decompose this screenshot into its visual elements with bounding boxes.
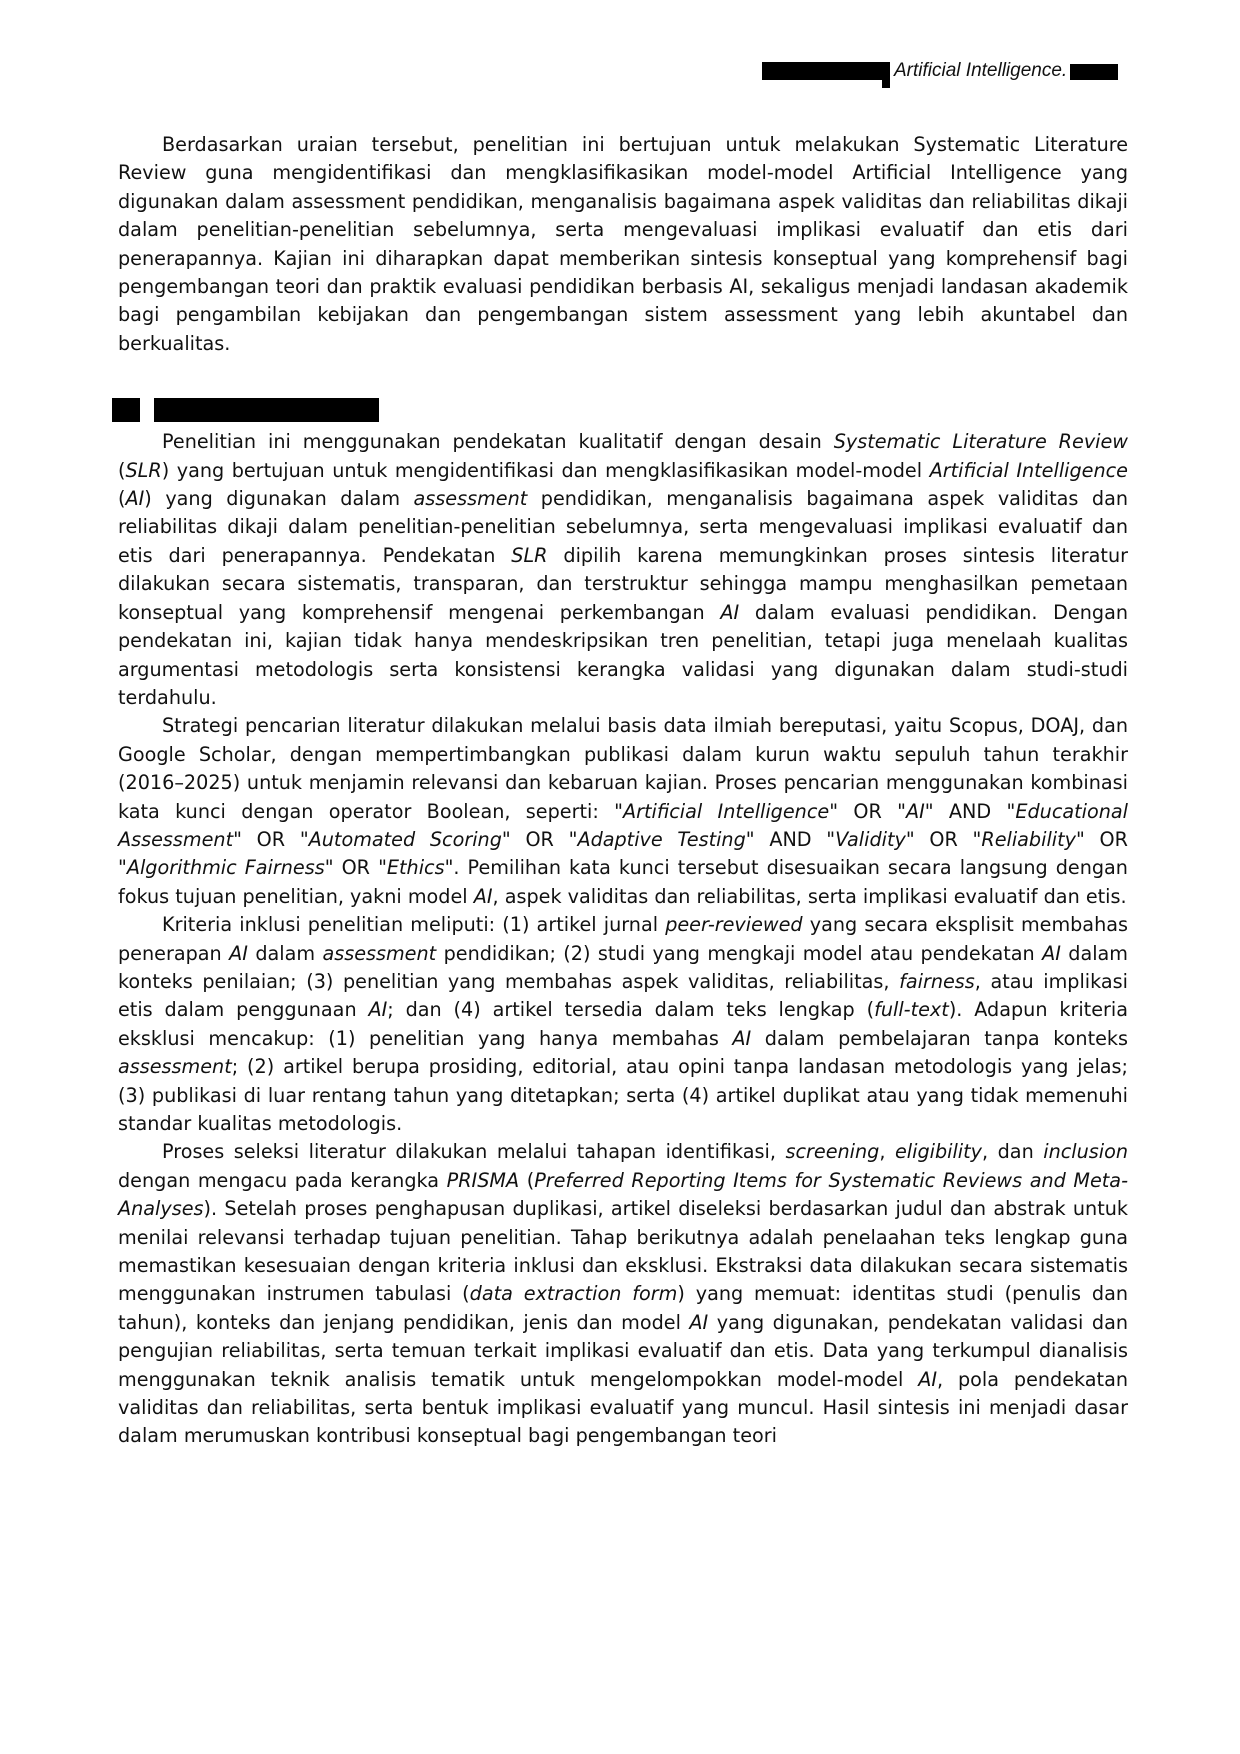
redacted-block [1070, 64, 1118, 80]
italic-term: Reliability [981, 827, 1076, 851]
italic-term: AI [473, 884, 493, 908]
italic-term: inclusion [1043, 1140, 1129, 1164]
italic-term: Automated Scoring [308, 827, 502, 851]
italic-term: data extraction form [469, 1282, 678, 1306]
italic-term: Preferred Reporting Items for Systematic Reviews and Meta-Analyses [118, 1168, 1128, 1221]
italic-term: Educational Assessment [118, 799, 1128, 851]
paragraph-selection: Proses seleksi literatur dilakukan melalui tahapan identifikasi, screening, eligibility, dan inclusion dengan mengacu pada kerangka PRISMA (Preferred Reporting Items for Systematic Reviews and Meta-Analyses). Setelah proses penghapusan duplikasi, artikel diseleksi berdasarkan judul dan abstrak untuk menilai relevansi terhadap tujuan penelitian. Tahap berikutnya adalah penelaahan teks lengkap guna memastikan kesesuaian dengan kriteria inklusi dan eksklusi. Ekstraksi data dilakukan secara sistematis menggunakan instrumen tabulasi (data extraction form) yang memuat: identitas studi (penulis dan tahun), konteks dan jenjang pendidikan, jenis dan model AI yang digunakan, pendekatan validasi dan pengujian reliabilitas, serta temuan terkait implikasi evaluatif dan etis. Data yang terkumpul dianalisis menggunakan teknik analisis tematik untuk mengelompokkan model-model AI, pola pendekatan validitas dan reliabilitas, serta bentuk implikasi evaluatif yang muncul. Hasil sintesis ini menjadi dasar dalam merumuskan kontribusi konseptual bagi pengembangan teori [118, 1140, 1129, 1448]
redacted-section-number [112, 398, 140, 422]
italic-term: Adaptive Testing [577, 827, 746, 851]
italic-term: AI [1042, 941, 1061, 965]
italic-term: AI [368, 998, 388, 1022]
italic-term: fairness [899, 969, 975, 993]
italic-term: Artificial Intelligence [622, 799, 830, 823]
italic-term: peer-reviewed [665, 913, 803, 937]
paragraph-criteria: Kriteria inklusi penelitian meliputi: (1) artikel jurnal peer-reviewed yang secara eksplisit membahas penerapan AI dalam assessment pendidikan; (2) studi yang mengkaji model atau pendekatan AI dalam konteks penilaian; (3) penelitian yang membahas aspek validitas, reliabilitas, fairness, atau implikasi etis dalam penggunaan AI; dan (4) artikel tersedia dalam teks lengkap (full-text). Adapun kriteria eksklusi mencakup: (1) penelitian yang hanya membahas AI dalam pembelajaran tanpa konteks assessment; (2) artikel berupa prosiding, editorial, atau opini tanpa landasan metodologis yang jelas; (3) publikasi di luar rentang tahun yang ditetapkan; serta (4) artikel duplikat atau yang tidak memenuhi standar kualitas metodologis. [118, 913, 1129, 1135]
intro-paragraph: Berdasarkan uraian tersebut, penelitian ini bertujuan untuk melakukan Systematic Literature Review guna mengidentifikasi dan mengklasifikasikan model-model Artificial Intelligence yang digunakan dalam assessment pendidikan, menganalisis bagaimana aspek validitas dan reliabilitas dikaji dalam penelitian-penelitian sebelumnya, serta mengevaluasi implikasi evaluatif dan etis dari penerapannya. Kajian ini diharapkan dapat memberikan sintesis konseptual yang komprehensif bagi pengembangan teori dan praktik evaluasi pendidikan berbasis AI, sekaligus menjadi landasan akademik bagi pengambilan kebijakan dan pengembangan sistem assessment yang lebih akuntabel dan berkualitas. [118, 133, 1128, 355]
italic-term: AI [720, 600, 740, 624]
italic-term: Artificial Intelligence [929, 458, 1128, 482]
italic-term: AI [125, 487, 145, 511]
italic-term: full-text [874, 998, 949, 1022]
italic-term: AI [918, 1367, 937, 1391]
italic-term: Ethics [386, 856, 445, 880]
italic-term: Validity [835, 827, 906, 851]
paragraph-method: Penelitian ini menggunakan pendekatan kualitatif dengan desain Systematic Literature Review (SLR) yang bertujuan untuk mengidentifikasi dan mengklasifikasikan model-model Artificial Intelligence (AI) yang digunakan dalam assessment pendidikan, menganalisis bagaimana aspek validitas dan reliabilitas dikaji dalam penelitian-penelitian sebelumnya, serta mengevaluasi implikasi evaluatif dan etis dari penerapannya. Pendekatan SLR dipilih karena memungkinkan proses sintesis literatur dilakukan secara sistematis, transparan, dan terstruktur sehingga mampu menghasilkan pemetaan konseptual yang komprehensif mengenai perkembangan AI dalam evaluasi pendidikan. Dengan pendekatan ini, kajian tidak hanya mendeskripsikan tren penelitian, tetapi juga menelaah kualitas argumentasi metodologis serta konsistensi kerangka validasi yang digunakan dalam studi-studi terdahulu. [118, 430, 1129, 709]
italic-term: SLR [511, 543, 548, 567]
italic-term: AI [229, 941, 248, 965]
italic-term: PRISMA [446, 1168, 520, 1192]
italic-term: SLR [125, 458, 162, 482]
italic-term: assessment [322, 941, 437, 965]
italic-term: screening [785, 1140, 880, 1164]
italic-term: eligibility [894, 1140, 983, 1164]
italic-term: AI [905, 799, 925, 823]
running-title: Artificial Intelligence. [894, 60, 1068, 81]
italic-term: Algorithmic Fairness [126, 856, 325, 880]
running-header [762, 62, 1118, 82]
italic-term: AI [689, 1310, 709, 1334]
italic-term: Systematic Literature Review [833, 430, 1129, 454]
redacted-block [882, 62, 890, 88]
paragraph-search-strategy: Strategi pencarian literatur dilakukan melalui basis data ilmiah bereputasi, yaitu Scopus, DOAJ, dan Google Scholar, dengan mempertimbangkan publikasi dalam kurun waktu sepuluh tahun terakhir (2016–2025) untuk menjamin relevansi dan kebaruan kajian. Proses pencarian menggunakan kombinasi kata kunci dengan operator Boolean, seperti: "Artificial Intelligence" OR "AI" AND "Educational Assessment" OR "Automated Scoring" OR "Adaptive Testing" AND "Validity" OR "Reliability" OR "Algorithmic Fairness" OR "Ethics". Pemilihan kata kunci tersebut disesuaikan secara langsung dengan fokus tujuan penelitian, yakni model AI, aspek validitas dan reliabilitas, serta implikasi evaluatif dan etis. [118, 714, 1128, 908]
italic-term: assessment [413, 487, 528, 511]
italic-term: AI [732, 1026, 752, 1050]
italic-term: assessment [118, 1055, 232, 1079]
section-heading [112, 398, 1122, 422]
redacted-section-title [154, 398, 379, 422]
redacted-block [762, 62, 882, 80]
document-body [118, 131, 1128, 1451]
